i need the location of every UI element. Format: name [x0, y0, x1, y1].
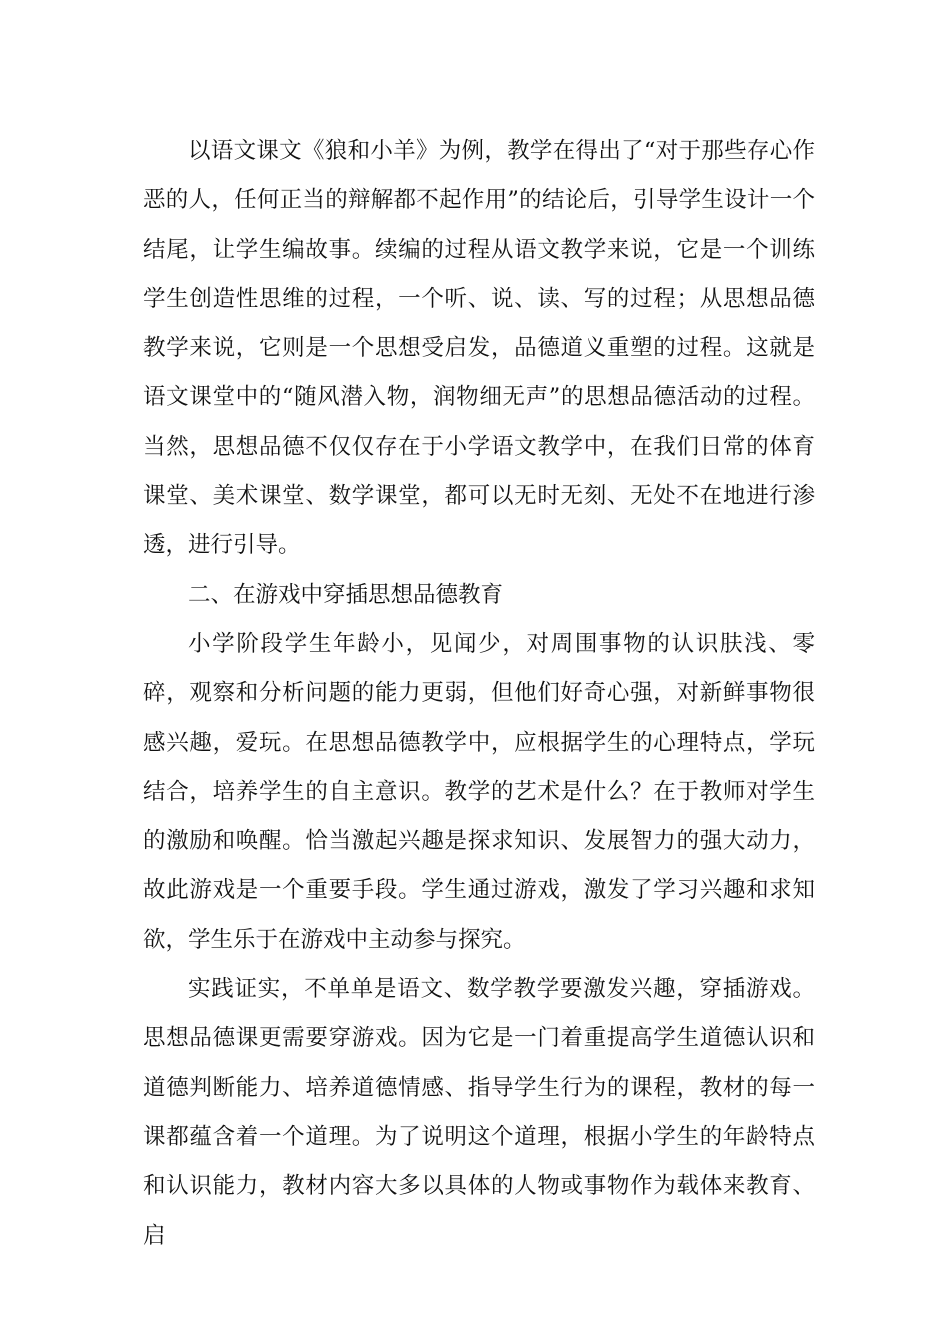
section-heading-games: 二、在游戏中穿插思想品德教育 [188, 581, 504, 608]
paragraph-practice-evidence: 实践证实，不单单是语文、数学教学要激发兴趣，穿插游戏。思想品德课更需要穿游戏。因为它是一门着重提高学生道德认识和道德判断能力、培养道德情感、指导学生行为的课程，教材的每一课都蕴含着一个道理。为了说明这个道理，根据小学生的年龄特点和认识能力，教材内容大多以具体的人物或事物作为载体来教育、启 [143, 976, 815, 1249]
document-body [143, 127, 815, 1261]
paragraph-student-psychology: 小学阶段学生年龄小，见闻少，对周围事物的认识肤浅、零碎，观察和分析问题的能力更弱，但他们好奇心强，对新鲜事物很感兴趣，爱玩。在思想品德教学中，应根据学生的心理特点，学玩结合，培养学生的自主意识。教学的艺术是什么？在于教师对学生的激励和唤醒。恰当激起兴趣是探求知识、发展智力的强大动力，故此游戏是一个重要手段。学生通过游戏，激发了学习兴趣和求知欲，学生乐于在游戏中主动参与探究。 [143, 630, 815, 953]
paragraph-wolf-and-lamb-example: 以语文课文《狼和小羊》为例，教学在得出了“对于那些存心作恶的人，任何正当的辩解都不起作用”的结论后，引导学生设计一个结尾，让学生编故事。续编的过程从语文教学来说，它是一个训练学生创造性思维的过程，一个听、说、读、写的过程；从思想品德教学来说，它则是一个思想受启发，品德道义重塑的过程。这就是语文课堂中的“随风潜入物，润物细无声”的思想品德活动的过程。当然，思想品德不仅仅存在于小学语文教学中，在我们日常的体育课堂、美术课堂、数学课堂，都可以无时无刻、无处不在地进行渗透，进行引导。 [143, 138, 815, 559]
